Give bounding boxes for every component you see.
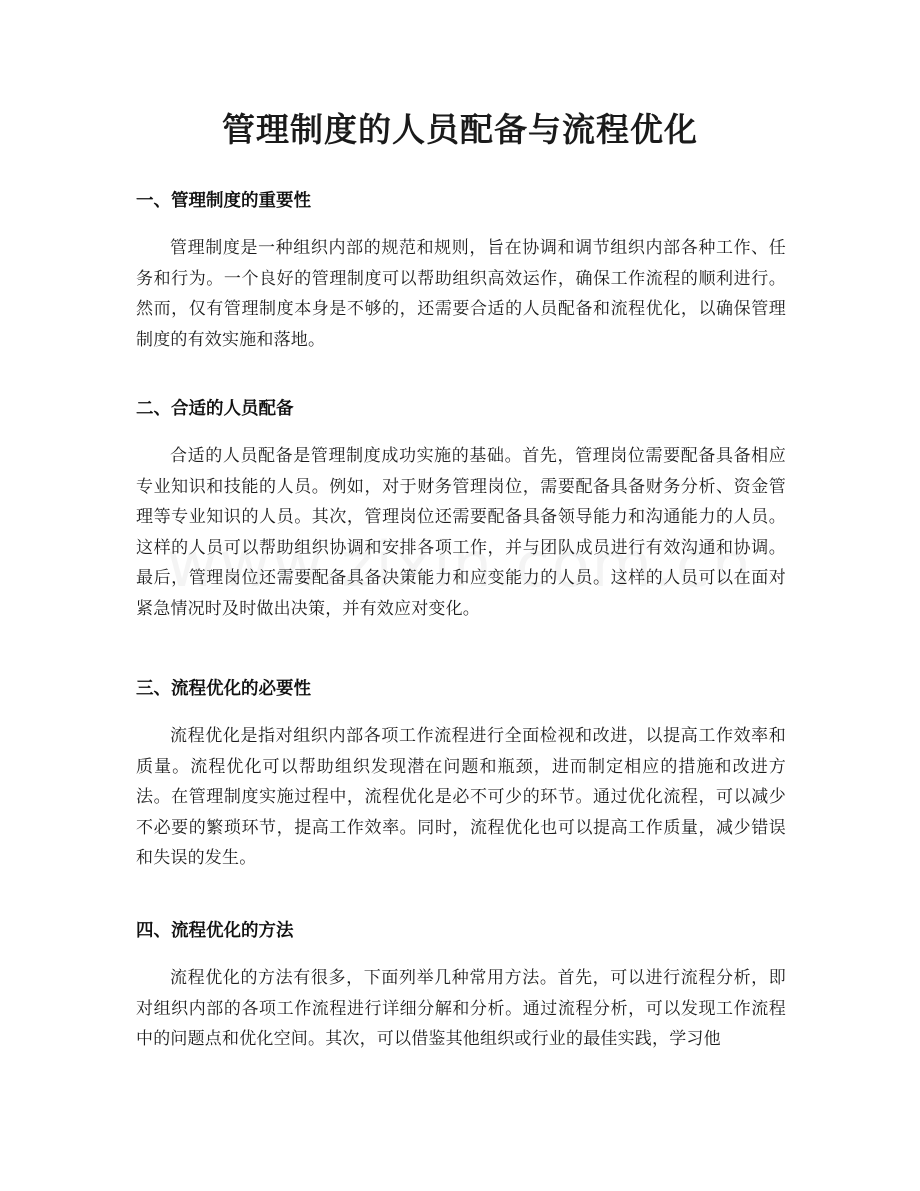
section-paragraph-2: 合适的人员配备是管理制度成功实施的基础。首先，管理岗位需要配备具备相应专业知识和技能的人员。例如，对于财务管理岗位，需要配备具备财务分析、资金管理等专业知识的人员。其次，管理岗位还需要配备具备领导能力和沟通能力的人员。这样的人员可以帮助组织协调和安排各项工作，并与团队成员进行有效沟通和协调。最后，管理岗位还需要配备具备决策能力和应变能力的人员。这样的人员可以在面对紧急情况时及时做出决策，并有效应对变化。 xyxy=(136,446,786,619)
document-title: 管理制度的人员配备与流程优化 xyxy=(222,110,698,149)
section-heading-1: 一、管理制度的重要性 xyxy=(136,191,311,211)
section-heading-3: 三、流程优化的必要性 xyxy=(136,679,311,699)
section-heading-4: 四、流程优化的方法 xyxy=(136,921,294,941)
section-paragraph-4: 流程优化的方法有很多，下面列举几种常用方法。首先，可以进行流程分析，即对组织内部的各项工作流程进行详细分解和分析。通过流程分析，可以发现工作流程中的问题点和优化空间。其次，可以借鉴其他组织或行业的最佳实践，学习他 xyxy=(136,968,786,1050)
section-paragraph-3: 流程优化是指对组织内部各项工作流程进行全面检视和改进，以提高工作效率和质量。流程优化可以帮助组织发现潜在问题和瓶颈，进而制定相应的措施和改进方法。在管理制度实施过程中，流程优化是必不可少的环节。通过优化流程，可以减少不必要的繁琐环节，提高工作效率。同时，流程优化也可以提高工作质量，减少错误和失误的发生。 xyxy=(136,726,786,869)
section-heading-2: 二、合适的人员配备 xyxy=(136,399,294,419)
section-paragraph-1: 管理制度是一种组织内部的规范和规则，旨在协调和调节组织内部各种工作、任务和行为。一个良好的管理制度可以帮助组织高效运作，确保工作流程的顺利进行。然而，仅有管理制度本身是不够的，还需要合适的人员配备和流程优化，以确保管理制度的有效实施和落地。 xyxy=(136,238,786,350)
